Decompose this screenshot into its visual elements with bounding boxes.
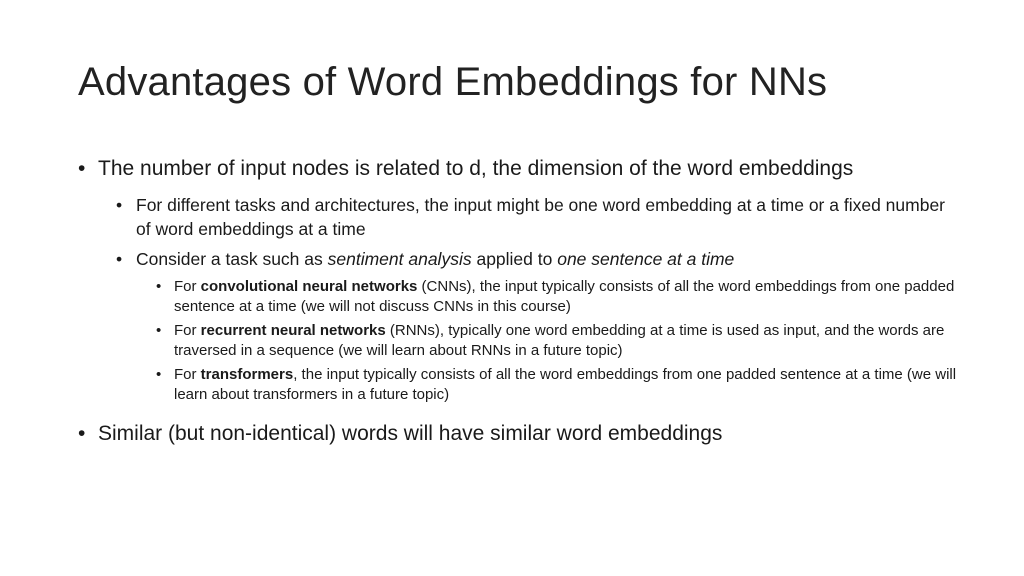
bullet-text: For different tasks and architectures, the input might be one word embedding at a time or a fixed number of word embeddings at a time [136, 195, 946, 239]
bullet-dot-icon: • [116, 195, 123, 215]
term-transformers: transformers [200, 366, 294, 383]
emphasis-sentiment-analysis: sentiment analysis [327, 249, 472, 269]
text-run: For [174, 322, 201, 339]
bullet-dot-icon: • [78, 422, 86, 445]
bullet-text [174, 365, 958, 405]
slide-title: Advantages of Word Embeddings for NNs [78, 60, 828, 104]
sub-sub-bullet-item [156, 277, 958, 317]
text-run: For [174, 366, 201, 383]
bullet-dot-icon: • [156, 322, 162, 339]
bullet-item [78, 419, 958, 448]
bullet-dot-icon: • [78, 157, 86, 180]
sub-bullet-item [116, 193, 958, 241]
text-run: applied to [471, 249, 558, 269]
sub-sub-bullet-item [156, 365, 958, 405]
text-run: (RNNs), typically one word embedding at a time is used as input, and the words are traversed in a sequence (we will learn about RNNs in a future topic) [174, 322, 945, 359]
text-run: (CNNs), the input typically consists of all the word embeddings from one padded sentence at a time (we will not discuss CNNs in this course) [174, 278, 955, 315]
bullet-text [174, 277, 958, 317]
text-run: For [174, 278, 201, 295]
bullet-text [174, 321, 958, 361]
bullet-dot-icon: • [156, 366, 162, 383]
bullet-dot-icon: • [116, 249, 123, 269]
bullet-dot-icon: • [156, 278, 162, 295]
bullet-text: Similar (but non-identical) words will have similar word embeddings [98, 422, 723, 445]
term-rnn: recurrent neural networks [200, 322, 386, 339]
sub-sub-bullet-item [156, 321, 958, 361]
bullet-text: The number of input nodes is related to d, the dimension of the word embeddings [98, 157, 854, 180]
text-run: , the input typically consists of all the word embeddings from one padded sentence at a time (we will learn about transformers in a future topic) [174, 366, 957, 403]
emphasis-one-sentence: one sentence at a time [557, 249, 735, 269]
bullet-item [78, 154, 958, 183]
bullet-text [136, 247, 958, 271]
term-cnn: convolutional neural networks [200, 278, 418, 295]
text-run: Consider a task such as [136, 249, 328, 269]
slide-body [78, 154, 958, 448]
sub-bullet-item [116, 247, 958, 271]
